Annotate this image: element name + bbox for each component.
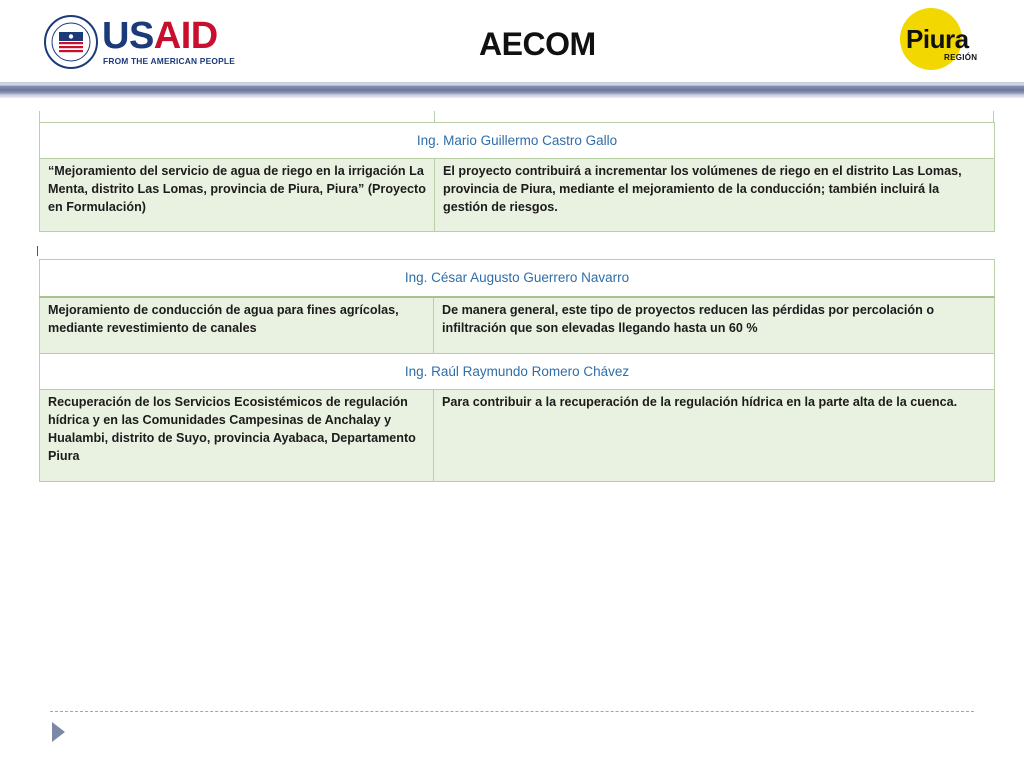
project-description: Recuperación de los Servicios Ecosistémicos de regulación hídrica y en las Comunidades Campesinas de Anchalay y Hualambi, distrito de Suyo, provincia Ayabaca, Departamento Piura	[40, 390, 434, 482]
piura-region-logo	[898, 8, 982, 72]
piura-wordmark: Piura	[906, 24, 969, 54]
project-description: “Mejoramiento del servicio de agua de riego en la irrigación La Menta, distrito Las Lomas, provincia de Piura, Piura” (Proyecto en Formulación)	[40, 159, 435, 232]
engineer-name: Ing. Raúl Raymundo Romero Chávez	[40, 354, 995, 390]
table-stub	[39, 111, 994, 122]
footer-dashed-line	[50, 711, 974, 712]
project-table-1	[39, 122, 995, 232]
header-divider-band	[0, 82, 1024, 98]
slide-header	[0, 0, 1024, 82]
project-table-2	[39, 259, 995, 482]
usaid-tagline: FROM THE AMERICAN PEOPLE	[103, 56, 235, 66]
project-benefit: De manera general, este tipo de proyectos reducen las pérdidas por percolación o infiltración que son elevadas llegando hasta un 60 %	[434, 297, 995, 354]
engineer-name: Ing. Mario Guillermo Castro Gallo	[40, 123, 995, 159]
next-slide-arrow-icon[interactable]	[52, 722, 65, 742]
project-benefit: El proyecto contribuirá a incrementar los volúmenes de riego en el distrito Las Lomas, provincia de Piura, mediante el mejoramiento de la conducción; también incluirá la gestión de riesgos.	[435, 159, 995, 232]
usaid-seal-icon	[44, 15, 98, 69]
table-stub-divider	[434, 111, 435, 122]
project-benefit: Para contribuir a la recuperación de la regulación hídrica en la parte alta de la cuenca.	[434, 390, 995, 482]
piura-region-label: REGIÓN	[944, 53, 978, 62]
project-description: Mejoramiento de conducción de agua para fines agrícolas, mediante revestimiento de canales	[40, 297, 434, 354]
aecom-logo: AECOM	[479, 26, 596, 62]
usaid-wordmark: USAID	[102, 15, 218, 57]
usaid-logo	[44, 14, 234, 70]
engineer-name: Ing. César Augusto Guerrero Navarro	[40, 260, 995, 297]
text-cursor-mark	[37, 246, 38, 256]
